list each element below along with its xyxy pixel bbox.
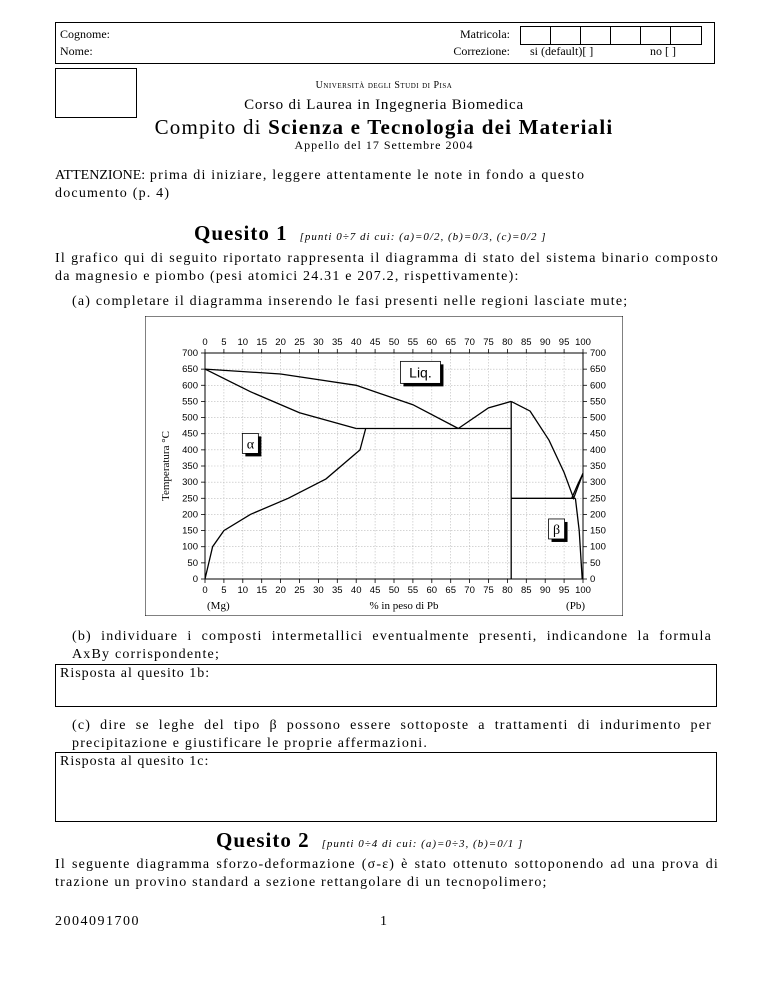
y-tick-label-right: 500 bbox=[590, 412, 606, 424]
x-tick-label-top: 50 bbox=[388, 337, 400, 348]
x-tick-label-top: 20 bbox=[275, 337, 286, 348]
x-tick-label-top: 85 bbox=[521, 337, 532, 348]
x-tick-label-bottom: 45 bbox=[369, 585, 381, 596]
x-tick-label-bottom: 20 bbox=[275, 585, 286, 596]
q2-intro: Il seguente diagramma sforzo-deformazione (σ-ε) è stato ottenuto sottoponendo ad una prova di trazione un provino standard a sezione rettangolare di un tecnopolimero; bbox=[55, 857, 719, 890]
course-name: Corso di Laurea in Ingegneria Biomedica bbox=[244, 97, 524, 113]
cognome-label: Cognome: bbox=[60, 27, 110, 41]
phase-label: α bbox=[246, 437, 255, 453]
attention-text: prima di iniziare, leggere attentamente le note in fondo a questo documento (p. 4) bbox=[55, 168, 586, 201]
correzione-label: Correzione: bbox=[453, 44, 510, 58]
answer-1b-label: Risposta al quesito 1b: bbox=[60, 666, 211, 681]
x-tick-label-bottom: 35 bbox=[332, 585, 343, 596]
attention-label: ATTENZIONE: bbox=[55, 168, 146, 183]
answer-box-1c[interactable] bbox=[55, 752, 717, 822]
attention-note bbox=[55, 167, 655, 203]
x-tick-label-top: 15 bbox=[256, 337, 267, 348]
left-end-label: (Mg) bbox=[207, 600, 230, 612]
x-tick-label-bottom: 65 bbox=[445, 585, 456, 596]
right-end-label: (Pb) bbox=[566, 600, 585, 612]
page-number: 1 bbox=[380, 914, 387, 929]
x-tick-label-top: 90 bbox=[539, 337, 551, 348]
x-tick-label-top: 70 bbox=[464, 337, 475, 348]
phase-diagram-chart bbox=[145, 316, 623, 616]
q1-intro: Il grafico qui di seguito riportato rappresenta il diagramma di stato del sistema binario composto da magnesio e piombo (pesi atomici 24.31 e 207.2, rispettivamente): bbox=[55, 251, 719, 284]
nome-label: Nome: bbox=[60, 44, 93, 58]
y-tick-label-right: 700 bbox=[590, 348, 606, 359]
x-tick-label-top: 5 bbox=[221, 337, 227, 348]
y-tick-label-left: 350 bbox=[182, 461, 198, 472]
y-tick-label-right: 350 bbox=[590, 461, 606, 472]
x-tick-label-top: 75 bbox=[483, 337, 494, 348]
y-tick-label-right: 150 bbox=[590, 525, 606, 537]
x-tick-label-top: 95 bbox=[558, 337, 570, 348]
y-tick-label-left: 300 bbox=[182, 477, 198, 489]
y-axis-label: Temperatura °C bbox=[160, 431, 172, 501]
x-tick-label-bottom: 90 bbox=[539, 585, 551, 596]
y-tick-label-right: 50 bbox=[590, 557, 601, 569]
x-tick-label-top: 55 bbox=[407, 337, 419, 348]
x-tick-label-top: 35 bbox=[332, 337, 343, 348]
answer-1c-label: Risposta al quesito 1c: bbox=[60, 754, 210, 769]
y-tick-label-left: 500 bbox=[182, 412, 198, 424]
x-tick-label-bottom: 60 bbox=[426, 585, 438, 596]
y-tick-label-right: 400 bbox=[590, 444, 606, 456]
q1-title: Quesito 1 bbox=[194, 221, 288, 245]
phase-label: Liq. bbox=[409, 364, 432, 381]
y-tick-label-left: 700 bbox=[182, 348, 198, 359]
correzione-no-option[interactable]: no [ ] bbox=[650, 44, 676, 58]
title-subject: Scienza e Tecnologia dei Materiali bbox=[268, 115, 614, 139]
header-box bbox=[55, 22, 715, 64]
x-tick-label-bottom: 40 bbox=[350, 585, 362, 596]
x-tick-label-top: 80 bbox=[502, 337, 513, 348]
correzione-si-option[interactable]: si (default)[ ] bbox=[530, 44, 594, 58]
x-axis-label: % in peso di Pb bbox=[369, 600, 439, 612]
x-tick-label-top: 10 bbox=[237, 337, 249, 348]
x-tick-label-top: 30 bbox=[313, 337, 324, 348]
y-tick-label-right: 600 bbox=[590, 380, 606, 392]
x-tick-label-bottom: 10 bbox=[237, 585, 249, 596]
phase-label: β bbox=[552, 522, 561, 538]
x-tick-label-bottom: 15 bbox=[256, 585, 267, 596]
y-tick-label-left: 0 bbox=[192, 574, 198, 585]
x-tick-label-bottom: 70 bbox=[464, 585, 475, 596]
x-tick-label-top: 25 bbox=[294, 337, 305, 348]
y-tick-label-right: 200 bbox=[590, 509, 606, 521]
x-tick-label-bottom: 75 bbox=[483, 585, 494, 596]
y-tick-label-left: 250 bbox=[182, 493, 198, 505]
y-tick-label-left: 650 bbox=[182, 364, 198, 376]
x-tick-label-top: 65 bbox=[445, 337, 456, 348]
q1-part-a: (a) completare il diagramma inserendo le fasi presenti nelle regioni lasciate mute; bbox=[72, 294, 629, 309]
q1-part-c: (c) dire se leghe del tipo β possono essere sottoposte a trattamenti di indurimento per precipitazione e giustificare le proprie affermazioni. bbox=[72, 718, 712, 751]
y-tick-label-left: 100 bbox=[182, 541, 198, 553]
x-tick-label-bottom: 50 bbox=[388, 585, 400, 596]
x-tick-label-top: 100 bbox=[575, 337, 591, 348]
x-tick-label-top: 0 bbox=[202, 337, 208, 348]
q1-points: [punti 0÷7 di cui: (a)=0/2, (b)=0/3, (c)=0/2 ] bbox=[299, 231, 547, 243]
y-tick-label-left: 550 bbox=[182, 396, 198, 408]
y-tick-label-left: 150 bbox=[182, 525, 198, 537]
x-tick-label-bottom: 5 bbox=[221, 585, 227, 596]
matricola-label: Matricola: bbox=[460, 27, 510, 41]
x-tick-label-top: 45 bbox=[369, 337, 381, 348]
document-code: 2004091700 bbox=[55, 914, 140, 929]
y-tick-label-right: 100 bbox=[590, 541, 606, 553]
x-tick-label-top: 60 bbox=[426, 337, 438, 348]
matricola-field[interactable] bbox=[520, 26, 702, 45]
x-tick-label-bottom: 30 bbox=[313, 585, 324, 596]
x-tick-label-top: 40 bbox=[350, 337, 362, 348]
q1-heading bbox=[194, 221, 547, 246]
q2-title: Quesito 2 bbox=[216, 828, 310, 852]
x-tick-label-bottom: 0 bbox=[202, 585, 208, 596]
x-tick-label-bottom: 95 bbox=[558, 585, 570, 596]
exam-title bbox=[0, 115, 768, 140]
q1-part-b: (b) individuare i composti intermetallici eventualmente presenti, indicandone la formula AxBy corrispondente; bbox=[72, 629, 712, 662]
y-tick-label-right: 250 bbox=[590, 493, 606, 505]
exam-date: Appello del 17 Settembre 2004 bbox=[294, 138, 474, 152]
y-tick-label-left: 50 bbox=[187, 557, 198, 569]
x-tick-label-bottom: 25 bbox=[294, 585, 305, 596]
answer-box-1b[interactable] bbox=[55, 664, 717, 707]
y-tick-label-right: 550 bbox=[590, 396, 606, 408]
y-tick-label-right: 450 bbox=[590, 428, 606, 440]
y-tick-label-left: 450 bbox=[182, 428, 198, 440]
y-tick-label-right: 0 bbox=[590, 574, 596, 585]
x-tick-label-bottom: 55 bbox=[407, 585, 419, 596]
y-tick-label-right: 650 bbox=[590, 364, 606, 376]
y-tick-label-left: 600 bbox=[182, 380, 198, 392]
x-tick-label-bottom: 80 bbox=[502, 585, 513, 596]
y-tick-label-left: 400 bbox=[182, 444, 198, 456]
q2-heading bbox=[216, 828, 523, 853]
q2-points: [punti 0÷4 di cui: (a)=0÷3, (b)=0/1 ] bbox=[321, 838, 524, 850]
y-tick-label-right: 300 bbox=[590, 477, 606, 489]
title-prefix: Compito di bbox=[154, 115, 269, 139]
x-tick-label-bottom: 85 bbox=[521, 585, 532, 596]
x-tick-label-bottom: 100 bbox=[575, 585, 591, 596]
y-tick-label-left: 200 bbox=[182, 509, 198, 521]
university-name: Università degli Studi di Pisa bbox=[315, 80, 453, 91]
